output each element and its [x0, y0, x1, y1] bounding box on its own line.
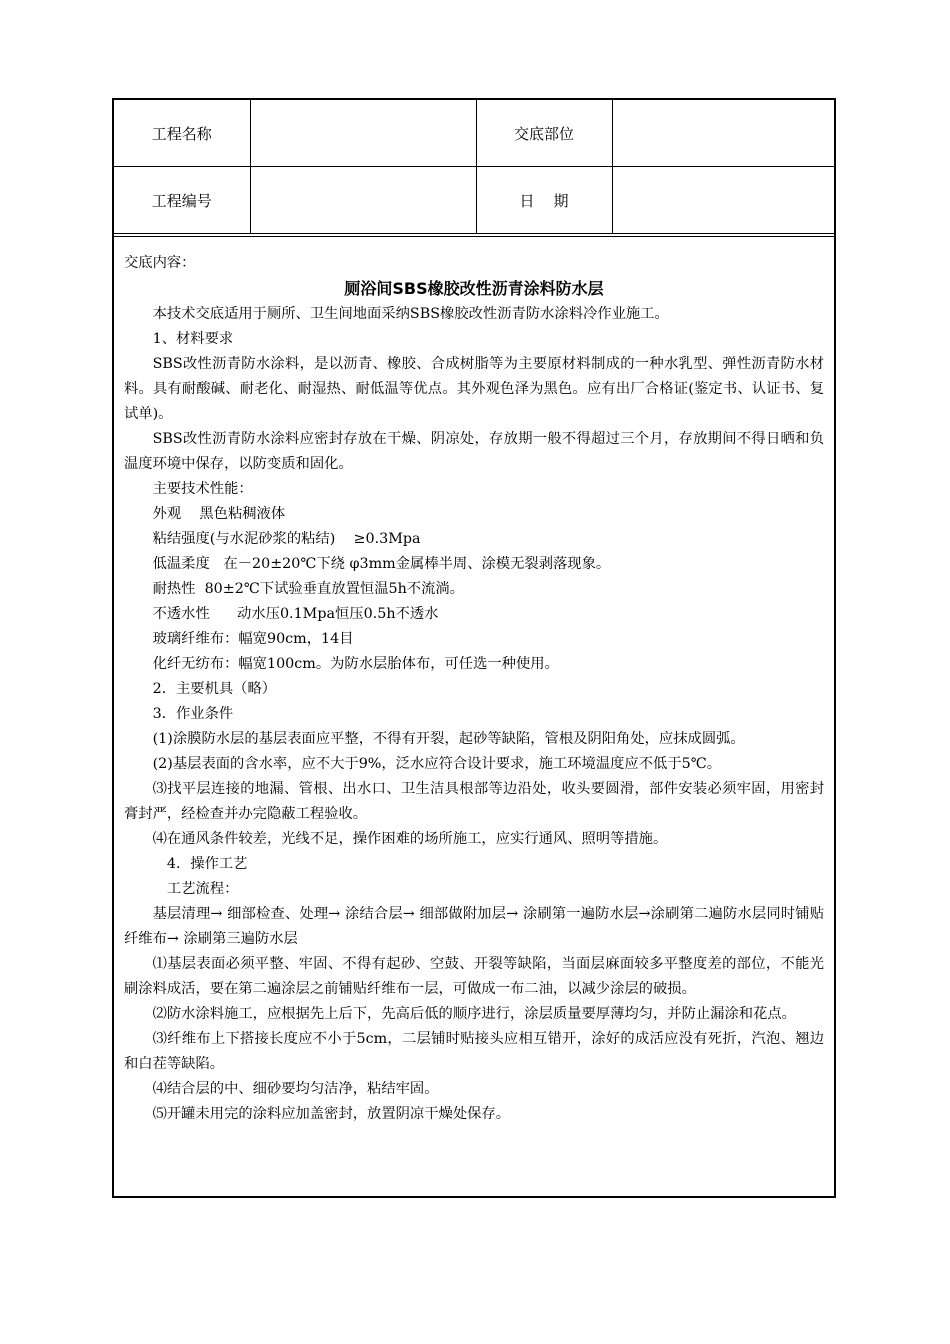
spec-nonwoven: 化纤无纺布：幅宽100cm。为防水层胎体布，可任选一种使用。 — [152, 656, 559, 672]
process-5: ⑸开罐未用完的涂料应加盖密封，放置阴凉干燥处保存。 — [152, 1106, 511, 1122]
process-flow: 基层清理→ 细部检查、处理→ 涂结合层→ 细部做附加层→ 涂刷第一遍防水层→涂刷第二遍防水层同时铺贴纤维布→ 涂刷第三遍防水层 — [124, 906, 824, 947]
condition-4: ⑷在通风条件较差，光线不足，操作困难的场所施工，应实行通风、照明等措施。 — [152, 831, 668, 847]
condition-2: (2)基层表面的含水率，应不大于9%，泛水应符合设计要求，施工环境温度应不低于5℃。 — [152, 756, 722, 772]
process-4: ⑷结合层的中、细砂要均匀洁净，粘结牢固。 — [152, 1081, 439, 1097]
disclosure-part-label: 交底部位 — [476, 100, 612, 167]
project-name-value — [250, 100, 476, 167]
date-value — [612, 167, 834, 234]
content-label: 交底内容： — [124, 255, 196, 271]
process-1: ⑴基层表面必须平整、牢固、不得有起砂、空鼓、开裂等缺陷，当面层麻面较多平整度差的部位，不能光刷涂料成活，要在第二遍涂层之前铺贴纤维布一层，可做成一布二油，以减少涂层的破损。 — [124, 956, 824, 997]
spec-glass-fiber: 玻璃纤维布：幅宽90cm，14目 — [152, 631, 354, 647]
paragraph-storage: SBS改性沥青防水涂料应密封存放在干燥、阴凉处，存放期一般不得超过三个月，存放期间不得日晒和负温度环境中保存，以防变质和固化。 — [124, 431, 824, 472]
spec-appearance: 外观 黑色粘稠液体 — [152, 506, 286, 522]
header-table — [114, 100, 834, 234]
disclosure-form — [112, 98, 836, 1198]
heading-flow: 工艺流程： — [166, 881, 239, 897]
project-name-label: 工程名称 — [114, 100, 250, 167]
condition-3: ⑶找平层连接的地漏、管根、出水口、卫生洁具根部等边沿处，收头要圆滑，部件安装必须牢固，用密封膏封严，经检查并办完隐蔽工程验收。 — [124, 781, 824, 822]
paragraph-material-desc: SBS改性沥青防水涂料，是以沥青、橡胶、合成树脂等为主要原材料制成的一种水乳型、弹性沥青防水材料。具有耐酸碱、耐老化、耐湿热、耐低温等优点。其外观色泽为黑色。应有出厂合格证(鉴定书、认证书、复试单)。 — [124, 356, 824, 422]
project-no-value — [250, 167, 476, 234]
spec-low-temp-flex: 低温柔度 在－20±20℃下绕 φ3mm金属棒半周、涂模无裂剥落现象。 — [152, 556, 611, 572]
condition-1: (1)涂膜防水层的基层表面应平整，不得有开裂，起砂等缺陷，管根及阴阳角处，应抹成圆弧。 — [152, 731, 745, 747]
heading-process: 4．操作工艺 — [166, 856, 248, 872]
heading-tools: 2．主要机具（略） — [152, 681, 277, 697]
process-2: ⑵防水涂料施工，应根据先上后下，先高后低的顺序进行，涂层质量要厚薄均匀，并防止漏涂和花点。 — [152, 1006, 796, 1022]
spec-bond-strength: 粘结强度(与水泥砂浆的粘结) ≥0.3Mpa — [152, 531, 421, 547]
heading-materials: 1、材料要求 — [152, 331, 234, 347]
spec-heat-resistance: 耐热性 80±2℃下试验垂直放置恒温5h不流淌。 — [152, 581, 464, 597]
process-3: ⑶纤维布上下搭接长度应不小于5cm，二层铺时贴接头应相互错开，涂好的成活应没有死折，汽泡、翘边和白茬等缺陷。 — [124, 1031, 824, 1072]
header-row-2 — [114, 167, 834, 234]
document-title: 厕浴间SBS橡胶改性沥青涂料防水层 — [344, 279, 604, 298]
date-label: 日 期 — [476, 167, 612, 234]
project-no-label: 工程编号 — [114, 167, 250, 234]
header-row-1 — [114, 100, 834, 167]
paragraph-scope: 本技术交底适用于厕所、卫生间地面采纳SBS橡胶改性沥青防水涂料冷作业施工。 — [152, 306, 669, 322]
heading-conditions: 3．作业条件 — [152, 706, 234, 722]
disclosure-part-value — [612, 100, 834, 167]
spec-impermeability: 不透水性 动水压0.1Mpa恒压0.5h不透水 — [152, 606, 439, 622]
heading-tech-performance: 主要技术性能： — [152, 481, 253, 497]
disclosure-content — [114, 236, 834, 1127]
